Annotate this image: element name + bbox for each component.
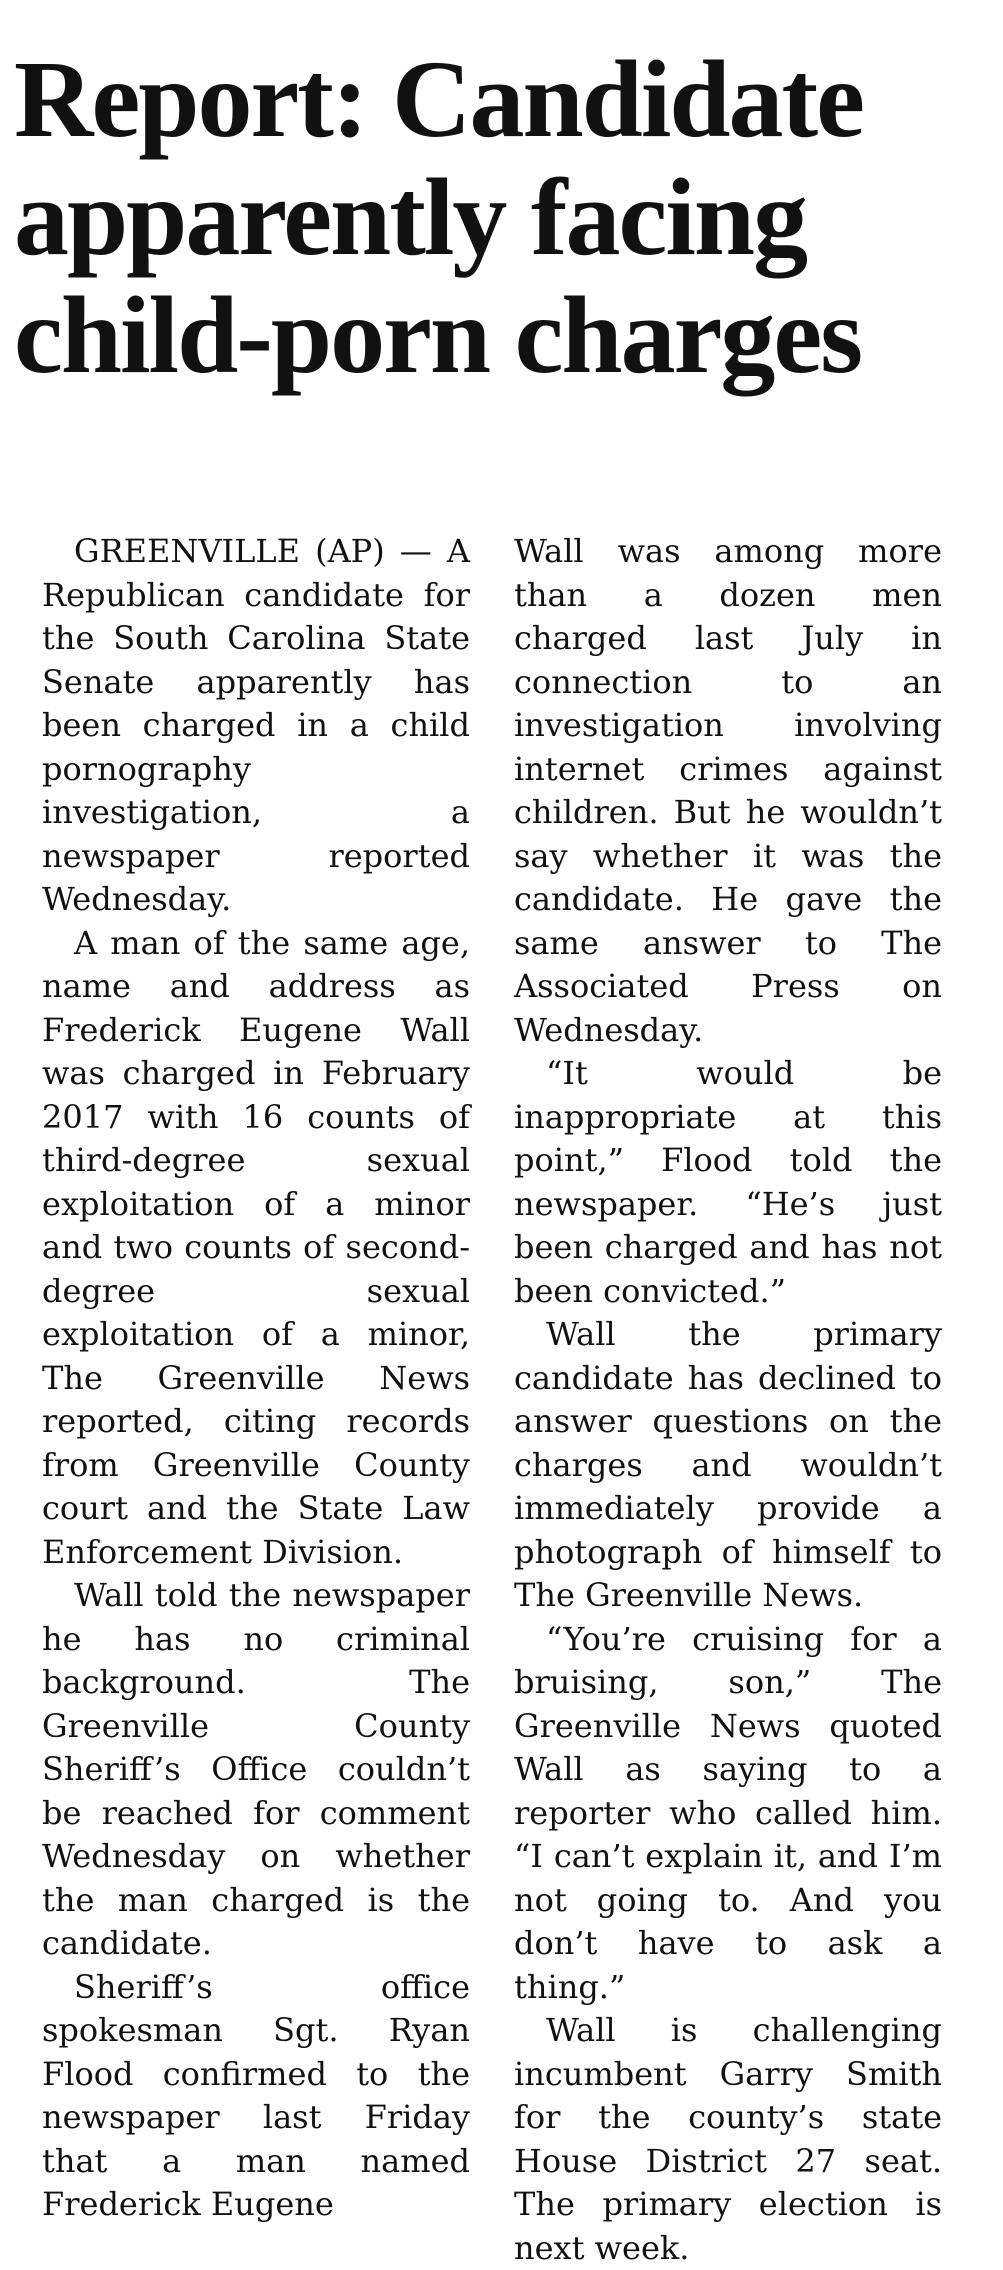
paragraph: Wall told the newspaper he has no criminal background. The Greenville County Sheriff’s Office couldn’t be reached for comment Wednesday on whether the man charged is the candidate. — [42, 1576, 470, 1962]
paragraph: Wall is challenging incumbent Garry Smith for the county’s state House District 27 seat. The primary election is next week. — [514, 2011, 942, 2267]
article-body — [42, 530, 942, 2270]
headline-line-1: Report: Candidate — [14, 38, 864, 160]
paragraph: A man of the same age, name and address as Frederick Eugene Wall was charged in February 2017 with 16 counts of third-degree sexual exploitation of a minor and two counts of second-degree sexual exploitation of a minor, The Greenville News reported, citing records from Greenville County court and the State Law Enforcement Division. — [42, 923, 470, 1571]
column-left — [42, 530, 470, 2270]
article — [14, 40, 934, 394]
paragraph-continued: Wall was among more than a dozen men charged last July in connection to an investigation involving internet crimes against children. But he wouldn’t say whether it was the candidate. He gave the same answer to The Associated Press on Wednesday. — [514, 532, 942, 1049]
paragraph: “It would be inappropriate at this point,” Flood told the newspaper. “He’s just been charged and has not been convicted.” — [514, 1054, 942, 1310]
paragraph: “You’re cruising for a bruising, son,” The Greenville News quoted Wall as saying to a reporter who called him. “I can’t explain it, and I’m not going to. And you don’t have to ask a thing.” — [514, 1619, 942, 2006]
paragraph: Sheriff’s office spokesman Sgt. Ryan Flood confirmed to the newspaper last Friday that a man named Frederick Eugene — [42, 1967, 470, 2223]
paragraph: Wall the primary candidate has declined to answer questions on the charges and wouldn’t immediately provide a photograph of himself to The Greenville News. — [514, 1315, 942, 1614]
column-right — [514, 530, 942, 2270]
headline — [14, 40, 934, 394]
headline-line-3: child-porn charges — [14, 274, 862, 396]
headline-line-2: apparently facing — [14, 156, 807, 278]
paragraph-dateline: GREENVILLE (AP) — A Republican candidate for the South Carolina State Senate apparently has been charged in a child pornography investigation, a newspaper reported Wednesday. — [42, 532, 470, 918]
